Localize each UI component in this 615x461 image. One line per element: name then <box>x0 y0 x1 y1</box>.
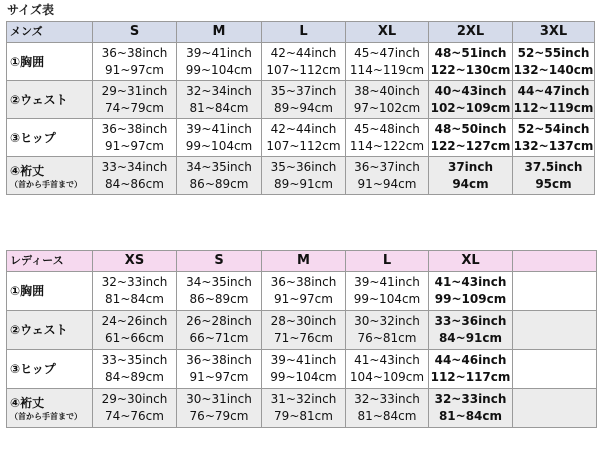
cm-value: 86~89cm <box>189 292 249 306</box>
measurement-name: ③ヒップ <box>10 130 56 145</box>
mens-table-row <box>7 157 595 195</box>
mens-table-label: メンズ <box>7 22 93 43</box>
cm-value: 84~86cm <box>105 176 164 191</box>
measurement-name: ④裄丈 <box>10 163 45 178</box>
cm-value: 99~104cm <box>185 62 253 77</box>
ladies-size-header <box>513 251 597 272</box>
cm-value: 112~119cm <box>513 100 594 115</box>
ladies-size-header: L <box>346 251 429 272</box>
size-value-cell <box>346 389 429 428</box>
cm-value: 99~109cm <box>434 292 507 306</box>
size-value-cell <box>262 119 346 157</box>
size-value-cell <box>262 43 346 81</box>
size-value-cell <box>429 311 513 350</box>
cm-value: 81~84cm <box>189 100 249 115</box>
cm-value: 74~76cm <box>105 409 164 423</box>
measurement-label <box>7 311 93 350</box>
measurement-label <box>7 81 93 119</box>
size-value-cell <box>93 389 177 428</box>
size-value-cell <box>262 157 346 195</box>
cm-value: 91~97cm <box>105 138 164 153</box>
inch-value: 33~34inch <box>101 159 168 174</box>
mens-size-table <box>6 21 595 195</box>
inch-value: 37.5inch <box>524 159 583 174</box>
cm-value: 91~97cm <box>274 292 333 306</box>
cm-value: 61~66cm <box>105 331 164 345</box>
size-value-cell <box>262 81 346 119</box>
mens-size-header: S <box>93 22 177 43</box>
inch-value: 45~47inch <box>354 45 420 60</box>
inch-value: 28~30inch <box>270 314 337 328</box>
cm-value: 104~109cm <box>349 370 425 384</box>
inch-value: 36~38inch <box>101 45 168 60</box>
cm-value: 86~89cm <box>189 176 249 191</box>
inch-value: 39~41inch <box>354 275 420 289</box>
measurement-label <box>7 119 93 157</box>
inch-value: 32~33inch <box>101 275 168 289</box>
size-value-cell <box>513 119 595 157</box>
size-value-cell <box>93 119 177 157</box>
inch-value: 32~33inch <box>354 392 420 406</box>
size-value-cell <box>346 350 429 389</box>
inch-value: 31~32inch <box>270 392 337 406</box>
size-value-cell <box>429 43 513 81</box>
size-value-cell <box>346 272 429 311</box>
measurement-label <box>7 157 93 195</box>
inch-value: 42~44inch <box>270 45 337 60</box>
cm-value: 74~79cm <box>105 100 164 115</box>
inch-value: 41~43inch <box>354 353 420 367</box>
mens-table-row <box>7 43 595 81</box>
size-value-cell <box>513 311 597 350</box>
cm-value: 102~109cm <box>430 100 511 115</box>
ladies-size-header: S <box>177 251 262 272</box>
cm-value: 132~137cm <box>513 138 594 153</box>
cm-value: 95cm <box>535 176 572 191</box>
measurement-name: ②ウェスト <box>10 92 68 107</box>
cm-value: 114~122cm <box>349 138 425 153</box>
cm-value: 94cm <box>452 176 489 191</box>
measurement-name: ①胸囲 <box>10 54 45 69</box>
mens-size-header: 3XL <box>513 22 595 43</box>
cm-value: 107~112cm <box>266 138 341 153</box>
mens-size-header: M <box>177 22 262 43</box>
measurement-label <box>7 272 93 311</box>
measurement-name: ②ウェスト <box>10 323 68 337</box>
inch-value: 33~36inch <box>434 314 507 328</box>
page-title: サイズ表 <box>7 3 55 17</box>
ladies-table-row <box>7 272 597 311</box>
size-value-cell <box>93 43 177 81</box>
size-value-cell <box>177 389 262 428</box>
ladies-table-label: レディース <box>7 251 93 272</box>
inch-value: 41~43inch <box>434 275 507 289</box>
inch-value: 35~36inch <box>270 159 337 174</box>
measurement-label <box>7 43 93 81</box>
cm-value: 81~84cm <box>105 292 164 306</box>
inch-value: 24~26inch <box>101 314 168 328</box>
size-value-cell <box>513 350 597 389</box>
size-value-cell <box>429 119 513 157</box>
ladies-table-row <box>7 389 597 428</box>
inch-value: 29~31inch <box>101 83 168 98</box>
cm-value: 89~94cm <box>274 100 333 115</box>
size-value-cell <box>177 81 262 119</box>
measurement-note: （首から手首まで） <box>10 412 82 421</box>
size-value-cell <box>262 311 346 350</box>
mens-header-row <box>7 22 595 43</box>
cm-value: 66~71cm <box>189 331 249 345</box>
cm-value: 99~104cm <box>270 370 337 384</box>
inch-value: 52~55inch <box>517 45 590 60</box>
cm-value: 76~81cm <box>357 331 417 345</box>
cm-value: 71~76cm <box>274 331 333 345</box>
inch-value: 29~30inch <box>101 392 168 406</box>
cm-value: 91~97cm <box>105 62 164 77</box>
cm-value: 107~112cm <box>266 62 341 77</box>
cm-value: 132~140cm <box>513 62 594 77</box>
ladies-size-header: XL <box>429 251 513 272</box>
inch-value: 32~34inch <box>186 83 252 98</box>
ladies-header-row <box>7 251 597 272</box>
inch-value: 30~32inch <box>354 314 420 328</box>
mens-size-header: XL <box>346 22 429 43</box>
cm-value: 97~102cm <box>353 100 421 115</box>
inch-value: 44~46inch <box>434 353 507 367</box>
inch-value: 38~40inch <box>354 83 420 98</box>
cm-value: 81~84cm <box>438 409 503 423</box>
size-value-cell <box>177 350 262 389</box>
size-value-cell <box>262 272 346 311</box>
size-value-cell <box>513 389 597 428</box>
measurement-name: ③ヒップ <box>10 362 56 376</box>
size-value-cell <box>262 350 346 389</box>
ladies-table-row <box>7 350 597 389</box>
inch-value: 34~35inch <box>186 275 252 289</box>
size-value-cell <box>177 43 262 81</box>
cm-value: 84~91cm <box>438 331 503 345</box>
mens-size-header: L <box>262 22 346 43</box>
inch-value: 36~37inch <box>354 159 420 174</box>
cm-value: 91~97cm <box>189 370 249 384</box>
size-value-cell <box>429 81 513 119</box>
cm-value: 91~94cm <box>357 176 417 191</box>
inch-value: 30~31inch <box>186 392 252 406</box>
size-value-cell <box>346 311 429 350</box>
size-value-cell <box>177 272 262 311</box>
size-value-cell <box>513 272 597 311</box>
measurement-name: ①胸囲 <box>10 284 45 298</box>
size-value-cell <box>429 350 513 389</box>
inch-value: 26~28inch <box>186 314 252 328</box>
size-value-cell <box>513 43 595 81</box>
cm-value: 122~127cm <box>430 138 511 153</box>
size-value-cell <box>346 119 429 157</box>
mens-table-row <box>7 119 595 157</box>
size-value-cell <box>93 272 177 311</box>
size-value-cell <box>93 81 177 119</box>
inch-value: 52~54inch <box>517 121 590 136</box>
inch-value: 45~48inch <box>354 121 420 136</box>
cm-value: 99~104cm <box>353 292 421 306</box>
inch-value: 36~38inch <box>186 353 252 367</box>
mens-table-row <box>7 81 595 119</box>
measurement-label <box>7 389 93 428</box>
cm-value: 81~84cm <box>357 409 417 423</box>
inch-value: 33~35inch <box>101 353 168 367</box>
inch-value: 42~44inch <box>270 121 337 136</box>
cm-value: 112~117cm <box>430 370 511 384</box>
cm-value: 84~89cm <box>105 370 164 384</box>
size-value-cell <box>513 81 595 119</box>
inch-value: 37inch <box>447 159 493 174</box>
size-value-cell <box>93 311 177 350</box>
ladies-size-header: M <box>262 251 346 272</box>
inch-value: 44~47inch <box>517 83 590 98</box>
inch-value: 48~50inch <box>434 121 507 136</box>
size-value-cell <box>429 389 513 428</box>
size-value-cell <box>177 157 262 195</box>
inch-value: 39~41inch <box>186 45 252 60</box>
size-value-cell <box>177 311 262 350</box>
size-value-cell <box>429 157 513 195</box>
measurement-note: （首から手首まで） <box>10 179 82 189</box>
cm-value: 99~104cm <box>185 138 253 153</box>
inch-value: 36~38inch <box>270 275 337 289</box>
cm-value: 76~79cm <box>189 409 249 423</box>
cm-value: 79~81cm <box>274 409 333 423</box>
size-value-cell <box>177 119 262 157</box>
ladies-size-header: XS <box>93 251 177 272</box>
inch-value: 39~41inch <box>270 353 337 367</box>
size-value-cell <box>262 389 346 428</box>
cm-value: 114~119cm <box>349 62 425 77</box>
size-value-cell <box>429 272 513 311</box>
inch-value: 35~37inch <box>270 83 337 98</box>
measurement-name: ④裄丈 <box>10 396 45 410</box>
inch-value: 48~51inch <box>434 45 507 60</box>
size-value-cell <box>513 157 595 195</box>
measurement-label <box>7 350 93 389</box>
inch-value: 40~43inch <box>434 83 507 98</box>
size-value-cell <box>346 81 429 119</box>
size-value-cell <box>93 350 177 389</box>
ladies-size-table <box>6 250 597 428</box>
inch-value: 36~38inch <box>101 121 168 136</box>
cm-value: 122~130cm <box>430 62 511 77</box>
mens-size-header: 2XL <box>429 22 513 43</box>
size-value-cell <box>346 157 429 195</box>
inch-value: 32~33inch <box>434 392 507 406</box>
cm-value: 89~91cm <box>274 176 333 191</box>
size-value-cell <box>93 157 177 195</box>
ladies-table-row <box>7 311 597 350</box>
size-value-cell <box>346 43 429 81</box>
inch-value: 34~35inch <box>186 159 252 174</box>
inch-value: 39~41inch <box>186 121 252 136</box>
